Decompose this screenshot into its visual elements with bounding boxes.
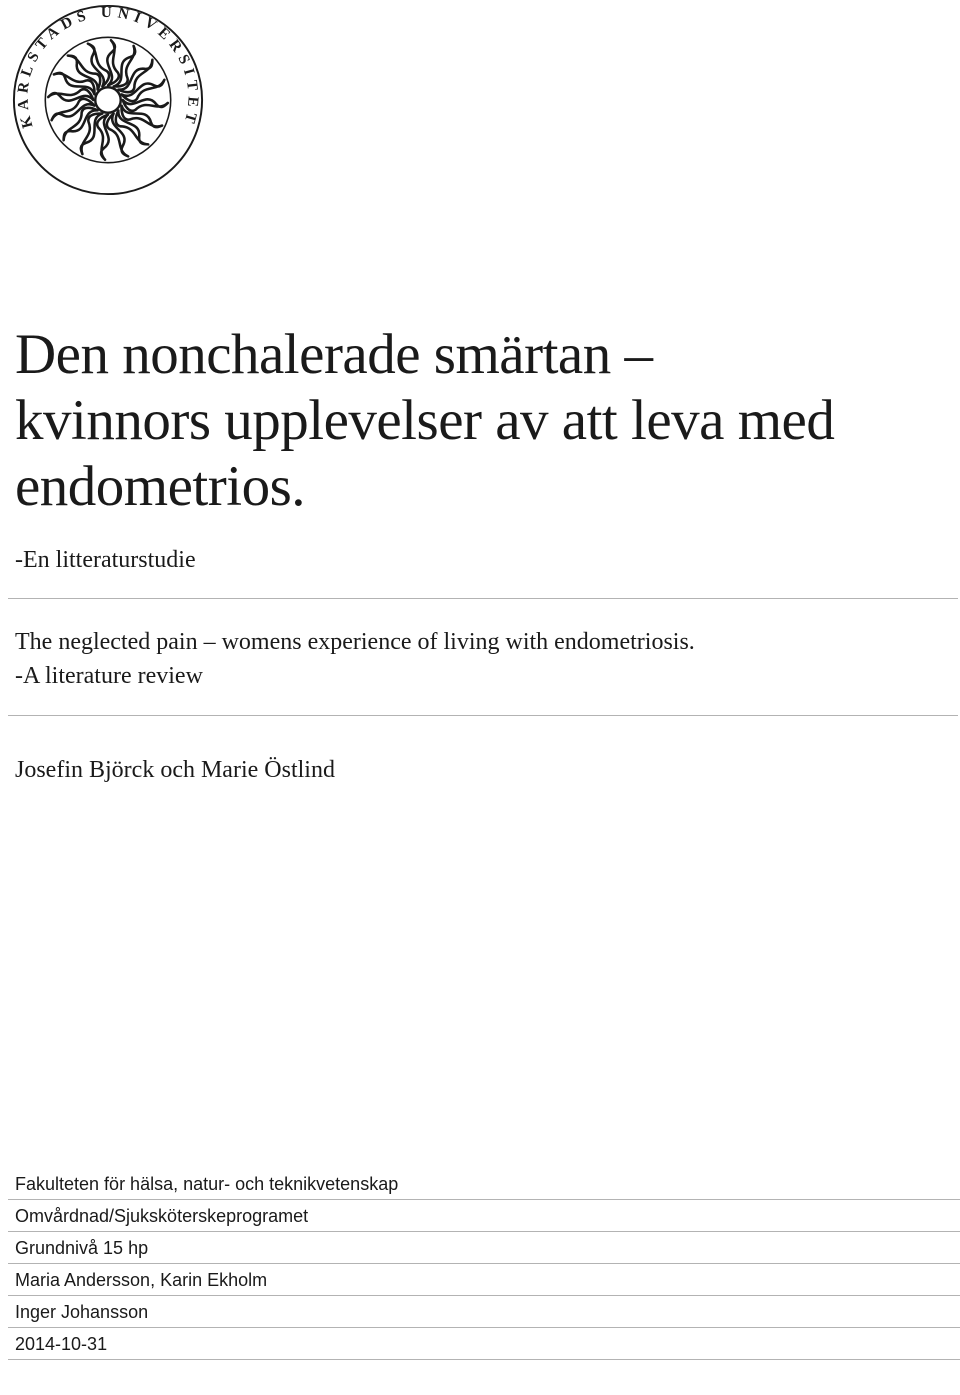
seal-text: KARLSTADS UNIVERSITET	[14, 3, 202, 131]
info-row-examiner	[15, 1296, 960, 1328]
info-row-date	[15, 1328, 960, 1360]
sun-ray	[117, 105, 163, 133]
date-text: 2014-10-31	[15, 1334, 108, 1354]
divider	[8, 715, 958, 716]
authors: Josefin Björck och Marie Östlind	[15, 757, 335, 783]
program-text: Omvårdnad/Sjuksköterskeprogramet	[15, 1206, 309, 1226]
level-text: Grundnivå 15 hp	[15, 1238, 149, 1258]
info-row-level	[15, 1232, 960, 1264]
divider	[8, 1359, 960, 1360]
supervisors-text: Maria Andersson, Karin Ekholm	[15, 1270, 268, 1290]
thesis-subtitle-swedish: -En litteraturstudie	[15, 547, 196, 573]
thesis-title-english: The neglected pain – womens experience of living with endometriosis.	[15, 629, 695, 655]
thesis-subtitle-english: -A literature review	[15, 663, 203, 689]
thesis-title-swedish	[15, 322, 945, 520]
sun-ray	[75, 109, 103, 155]
sun-ray	[53, 67, 99, 95]
sun-ray	[111, 110, 151, 150]
sun-ray	[65, 50, 105, 90]
sun-ray	[118, 57, 158, 97]
info-row-program	[15, 1200, 960, 1232]
sun-ray	[113, 45, 141, 91]
title-line-1: Den nonchalerade smärtan –	[15, 323, 653, 386]
examiner-text: Inger Johansson	[15, 1302, 149, 1322]
thesis-info-block	[15, 1168, 960, 1360]
info-row-faculty	[15, 1168, 960, 1200]
faculty-text: Fakulteten för hälsa, natur- och teknikvetenskap	[15, 1174, 399, 1194]
university-seal-logo	[10, 2, 206, 198]
title-line-2: kvinnors upplevelser av att leva med	[15, 389, 835, 452]
divider	[8, 598, 958, 599]
sun-ray	[58, 103, 98, 143]
title-line-3: endometrios.	[15, 455, 306, 518]
info-row-supervisors	[15, 1264, 960, 1296]
